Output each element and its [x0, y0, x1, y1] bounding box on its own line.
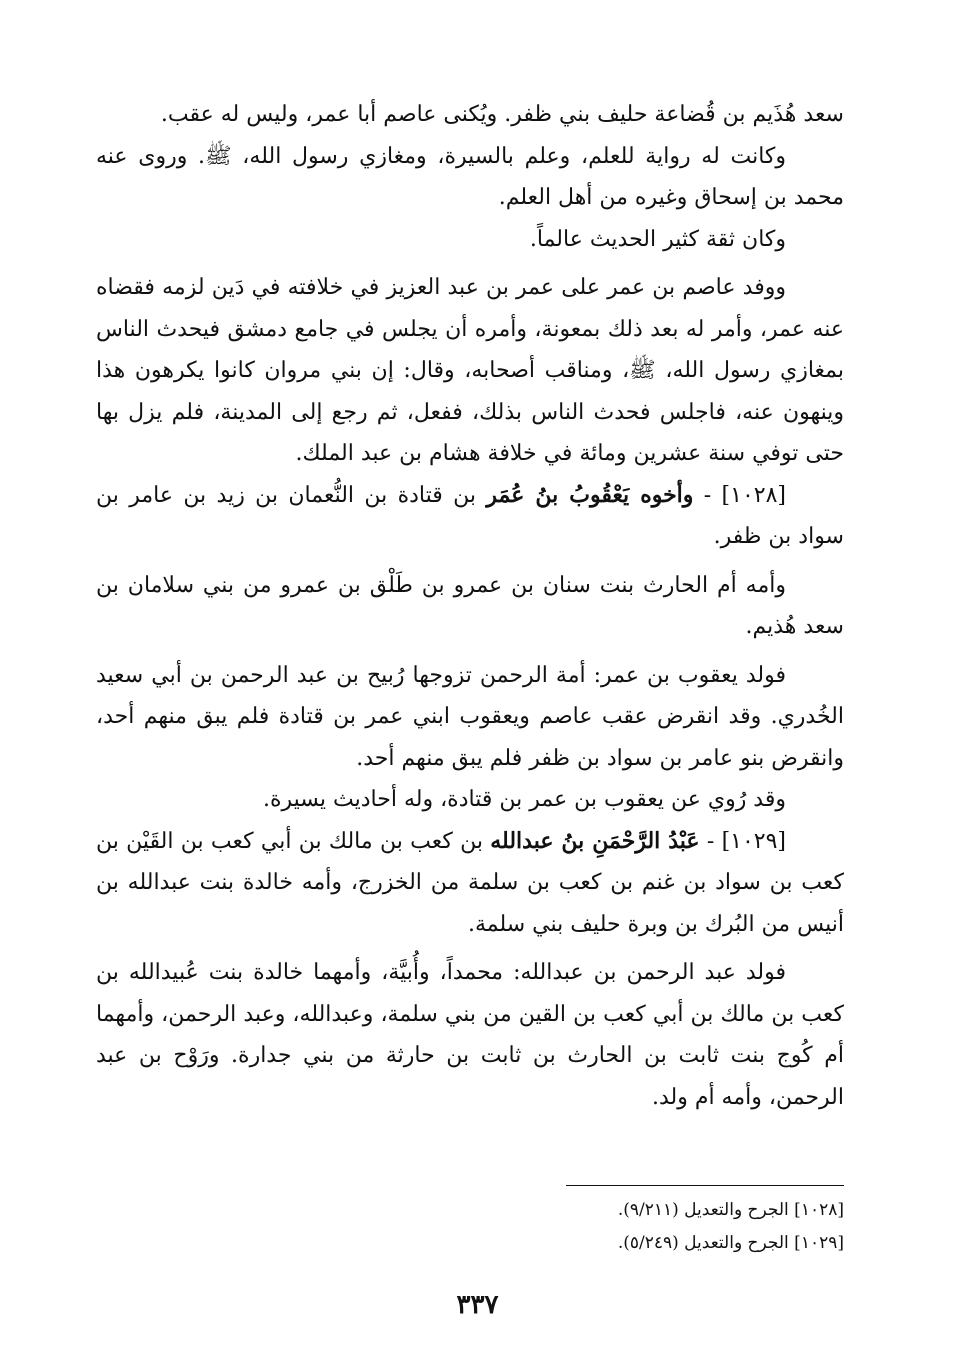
- entry-1028: [96, 475, 844, 558]
- footnote-1028: [١٠٢٨] الجرح والتعديل (٩/٢١١).: [617, 1200, 844, 1220]
- entry-name: وأخوه يَعْقُوبُ بنُ عُمَر: [486, 481, 694, 508]
- paragraph-6: وأمه أم الحارث بنت سنان بن عمرو بن طَلْق بن عمرو من بني سلامان بن سعد هُذيم.: [96, 572, 844, 639]
- paragraph-3: وكان ثقة كثير الحديث عالماً.: [529, 226, 786, 252]
- paragraph-1: سعد هُذَيم بن قُضاعة حليف بني ظفر. ويُكنى عاصم أبا عمر، وليس له عقب.: [160, 102, 844, 127]
- entry-1029: [96, 821, 844, 946]
- entry-number: [١٠٢٩] -: [706, 828, 787, 854]
- entry-number: [١٠٢٨] -: [703, 482, 787, 508]
- footnotes: [96, 1194, 844, 1260]
- page-number: ٣٣٧: [456, 1290, 499, 1320]
- footnote-1029: [١٠٢٩] الجرح والتعديل (٥/٢٤٩).: [617, 1233, 844, 1253]
- entry-text: بن كعب بن مالك بن أبي كعب بن القَيْن بن كعب بن سواد بن غنم بن كعب بن سلمة من الخزرج، وأمه خالدة بنت عبدالله بن أنيس من البُرك بن وبرة حليف بني سلمة.: [96, 828, 844, 937]
- paragraph-4: ووفد عاصم بن عمر على عمر بن عبد العزيز في خلافته في دَين لزمه فقضاه عنه عمر، وأمر له بعد ذلك بمعونة، وأمره أن يجلس في جامع دمشق فيحدث الناس بمغازي رسول الله، ﷺ، ومناقب أصحابه، وقال: إن بني مروان كانوا يكرهون هذا وينهون عنه، فاجلس فحدث الناس بذلك، ففعل، ثم رجع إلى المدينة، فلم يزل بها حتى توفي سنة عشرين ومائة في خلافة هشام بن عبد الملك.: [96, 275, 844, 466]
- entry-text: بن قتادة بن النُّعمان بن زيد بن عامر بن سواد بن ظفر.: [96, 482, 844, 549]
- entry-name: عَبْدُ الرَّحْمَنِ بنُ عبدالله: [490, 827, 700, 854]
- footnote-divider: [566, 1185, 844, 1186]
- paragraph-2: وكانت له رواية للعلم، وعلم بالسيرة، ومغازي رسول الله، ﷺ. وروى عنه محمد بن إسحاق وغيره من أهل العلم.: [96, 143, 844, 210]
- main-text: [96, 94, 844, 1118]
- paragraph-7: فولد يعقوب بن عمر: أمة الرحمن تزوجها رُبيح بن عبد الرحمن بن أبي سعيد الخُدري. وقد انقرض عقب عاصم ويعقوب ابني عمر بن قتادة فلم يبق منهم أحد، وانقرض بنو عامر بن سواد بن ظفر فلم يبق منهم أحد.: [96, 662, 844, 771]
- paragraph-8: وقد رُوي عن يعقوب بن عمر بن قتادة، وله أحاديث يسيرة.: [262, 787, 786, 812]
- paragraph-10: فولد عبد الرحمن بن عبدالله: محمداً، وأُبيَّة، وأمهما خالدة بنت عُبيدالله بن كعب بن مالك بن أبي كعب بن القين من بني سلمة، وعبدالله، وعبد الرحمن، وأمهما أم كُوج بنت ثابت بن الحارث بن ثابت بن حارثة من بني جدارة. ورَوْح بن عبد الرحمن، وأمه أم ولد.: [96, 960, 844, 1110]
